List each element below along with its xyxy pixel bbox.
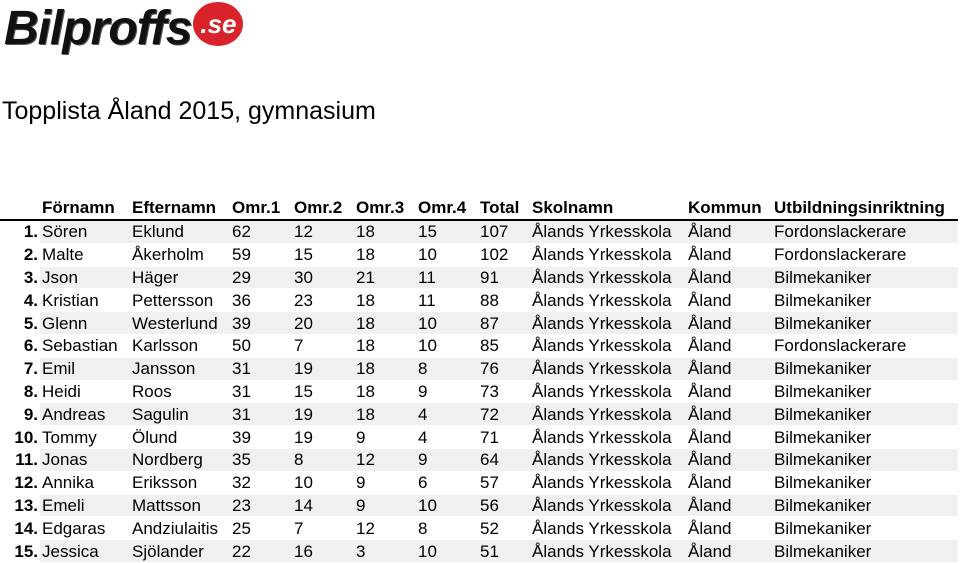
cell-rank: 4. [0,289,40,312]
cell-first-name: Emil [40,357,130,380]
column-header-school: Skolnamn [530,196,686,220]
cell-omr2: 14 [292,494,354,517]
cell-school: Ålands Yrkesskola [530,540,686,563]
cell-rank: 7. [0,357,40,380]
table-row [0,357,958,380]
cell-rank: 14. [0,517,40,540]
cell-kommun: Åland [686,517,772,540]
cell-kommun: Åland [686,426,772,449]
cell-omr1: 36 [230,289,292,312]
cell-rank: 3. [0,266,40,289]
cell-omr1: 29 [230,266,292,289]
cell-omr3: 18 [354,243,416,266]
cell-first-name: Sebastian [40,334,130,357]
cell-total: 64 [478,448,530,471]
cell-first-name: Kristian [40,289,130,312]
cell-total: 56 [478,494,530,517]
cell-kommun: Åland [686,334,772,357]
cell-total: 88 [478,289,530,312]
cell-omr1: 35 [230,448,292,471]
cell-program: Bilmekaniker [772,494,958,517]
table-row [0,517,958,540]
cell-omr2: 19 [292,357,354,380]
cell-omr3: 9 [354,471,416,494]
cell-program: Bilmekaniker [772,380,958,403]
table-row [0,334,958,357]
cell-omr1: 31 [230,403,292,426]
cell-rank: 2. [0,243,40,266]
cell-first-name: Annika [40,471,130,494]
cell-omr1: 59 [230,243,292,266]
table-header-row [0,196,958,220]
cell-total: 57 [478,471,530,494]
cell-omr1: 25 [230,517,292,540]
results-table [0,196,958,563]
cell-omr2: 8 [292,448,354,471]
cell-last-name: Eklund [130,220,230,243]
cell-school: Ålands Yrkesskola [530,243,686,266]
cell-omr4: 8 [416,517,478,540]
table-row [0,448,958,471]
cell-omr2: 19 [292,426,354,449]
cell-first-name: Sören [40,220,130,243]
cell-last-name: Westerlund [130,312,230,335]
cell-omr3: 12 [354,448,416,471]
cell-last-name: Pettersson [130,289,230,312]
cell-kommun: Åland [686,312,772,335]
cell-program: Fordonslackerare [772,243,958,266]
cell-omr4: 11 [416,289,478,312]
column-header-rank [0,196,40,220]
cell-omr3: 18 [354,380,416,403]
cell-program: Bilmekaniker [772,471,958,494]
cell-school: Ålands Yrkesskola [530,357,686,380]
cell-kommun: Åland [686,540,772,563]
column-header-omr1: Omr.1 [230,196,292,220]
cell-omr2: 15 [292,380,354,403]
cell-omr4: 10 [416,312,478,335]
cell-rank: 11. [0,448,40,471]
cell-omr4: 9 [416,448,478,471]
cell-omr2: 15 [292,243,354,266]
table-row [0,312,958,335]
cell-first-name: Jonas [40,448,130,471]
cell-school: Ålands Yrkesskola [530,494,686,517]
column-header-omr4: Omr.4 [416,196,478,220]
cell-last-name: Sagulin [130,403,230,426]
cell-total: 73 [478,380,530,403]
cell-omr4: 10 [416,334,478,357]
cell-total: 85 [478,334,530,357]
cell-school: Ålands Yrkesskola [530,334,686,357]
cell-total: 91 [478,266,530,289]
cell-kommun: Åland [686,220,772,243]
cell-omr4: 10 [416,243,478,266]
cell-school: Ålands Yrkesskola [530,448,686,471]
cell-last-name: Nordberg [130,448,230,471]
column-header-omr3: Omr.3 [354,196,416,220]
cell-omr3: 18 [354,357,416,380]
table-row [0,243,958,266]
cell-kommun: Åland [686,266,772,289]
table-row [0,289,958,312]
cell-program: Bilmekaniker [772,289,958,312]
cell-omr4: 6 [416,471,478,494]
cell-omr2: 30 [292,266,354,289]
cell-omr1: 39 [230,312,292,335]
cell-rank: 6. [0,334,40,357]
cell-omr1: 39 [230,426,292,449]
cell-program: Bilmekaniker [772,540,958,563]
cell-omr4: 10 [416,540,478,563]
cell-last-name: Sjölander [130,540,230,563]
column-header-total: Total [478,196,530,220]
cell-omr2: 19 [292,403,354,426]
cell-omr2: 16 [292,540,354,563]
cell-last-name: Ölund [130,426,230,449]
table-row [0,380,958,403]
cell-first-name: Json [40,266,130,289]
cell-omr4: 8 [416,357,478,380]
cell-omr1: 22 [230,540,292,563]
cell-school: Ålands Yrkesskola [530,289,686,312]
column-header-kommun: Kommun [686,196,772,220]
cell-omr4: 15 [416,220,478,243]
cell-kommun: Åland [686,289,772,312]
logo-wordmark: Bilproffs [4,1,192,55]
cell-first-name: Tommy [40,426,130,449]
table-row [0,540,958,563]
cell-kommun: Åland [686,471,772,494]
cell-total: 87 [478,312,530,335]
cell-program: Bilmekaniker [772,517,958,540]
cell-last-name: Roos [130,380,230,403]
cell-omr1: 31 [230,380,292,403]
cell-program: Fordonslackerare [772,220,958,243]
table-row [0,426,958,449]
cell-last-name: Karlsson [130,334,230,357]
logo-badge: .se [193,2,243,46]
cell-rank: 13. [0,494,40,517]
cell-omr4: 9 [416,380,478,403]
page-title: Topplista Åland 2015, gymnasium [2,97,376,125]
cell-rank: 9. [0,403,40,426]
cell-first-name: Glenn [40,312,130,335]
cell-first-name: Emeli [40,494,130,517]
cell-first-name: Heidi [40,380,130,403]
cell-school: Ålands Yrkesskola [530,220,686,243]
cell-omr4: 4 [416,426,478,449]
cell-omr2: 10 [292,471,354,494]
cell-school: Ålands Yrkesskola [530,517,686,540]
cell-omr2: 23 [292,289,354,312]
cell-omr1: 62 [230,220,292,243]
cell-kommun: Åland [686,448,772,471]
cell-first-name: Jessica [40,540,130,563]
cell-omr3: 3 [354,540,416,563]
cell-school: Ålands Yrkesskola [530,312,686,335]
cell-total: 71 [478,426,530,449]
bilproffs-logo [4,0,243,56]
cell-total: 102 [478,243,530,266]
table-row [0,220,958,243]
cell-program: Bilmekaniker [772,312,958,335]
cell-last-name: Mattsson [130,494,230,517]
cell-school: Ålands Yrkesskola [530,380,686,403]
cell-total: 52 [478,517,530,540]
cell-kommun: Åland [686,243,772,266]
cell-kommun: Åland [686,380,772,403]
cell-school: Ålands Yrkesskola [530,471,686,494]
cell-omr3: 18 [354,403,416,426]
cell-omr1: 23 [230,494,292,517]
cell-omr3: 12 [354,517,416,540]
cell-school: Ålands Yrkesskola [530,403,686,426]
cell-omr3: 18 [354,220,416,243]
cell-school: Ålands Yrkesskola [530,266,686,289]
cell-program: Bilmekaniker [772,448,958,471]
cell-omr3: 9 [354,426,416,449]
cell-kommun: Åland [686,494,772,517]
cell-omr2: 7 [292,517,354,540]
cell-school: Ålands Yrkesskola [530,426,686,449]
cell-rank: 15. [0,540,40,563]
cell-omr3: 18 [354,289,416,312]
cell-last-name: Eriksson [130,471,230,494]
cell-omr2: 20 [292,312,354,335]
table-body [0,220,958,562]
column-header-first-name: Förnamn [40,196,130,220]
cell-kommun: Åland [686,403,772,426]
cell-program: Bilmekaniker [772,426,958,449]
cell-first-name: Malte [40,243,130,266]
column-header-program: Utbildningsinriktning [772,196,958,220]
column-header-omr2: Omr.2 [292,196,354,220]
cell-total: 51 [478,540,530,563]
cell-omr3: 21 [354,266,416,289]
cell-program: Bilmekaniker [772,357,958,380]
cell-first-name: Andreas [40,403,130,426]
cell-total: 76 [478,357,530,380]
cell-omr2: 12 [292,220,354,243]
table-row [0,494,958,517]
cell-omr1: 32 [230,471,292,494]
cell-omr2: 7 [292,334,354,357]
cell-total: 72 [478,403,530,426]
cell-last-name: Åkerholm [130,243,230,266]
table-row [0,266,958,289]
cell-omr3: 9 [354,494,416,517]
cell-omr1: 31 [230,357,292,380]
cell-omr3: 18 [354,312,416,335]
cell-omr3: 18 [354,334,416,357]
cell-omr4: 4 [416,403,478,426]
cell-omr4: 11 [416,266,478,289]
cell-last-name: Jansson [130,357,230,380]
cell-rank: 5. [0,312,40,335]
table-row [0,403,958,426]
cell-last-name: Häger [130,266,230,289]
cell-rank: 10. [0,426,40,449]
cell-kommun: Åland [686,357,772,380]
cell-program: Fordonslackerare [772,334,958,357]
cell-total: 107 [478,220,530,243]
cell-omr4: 10 [416,494,478,517]
cell-omr1: 50 [230,334,292,357]
cell-rank: 12. [0,471,40,494]
cell-rank: 8. [0,380,40,403]
cell-last-name: Andziulaitis [130,517,230,540]
cell-program: Bilmekaniker [772,403,958,426]
column-header-last-name: Efternamn [130,196,230,220]
cell-program: Bilmekaniker [772,266,958,289]
cell-rank: 1. [0,220,40,243]
table-row [0,471,958,494]
cell-first-name: Edgaras [40,517,130,540]
